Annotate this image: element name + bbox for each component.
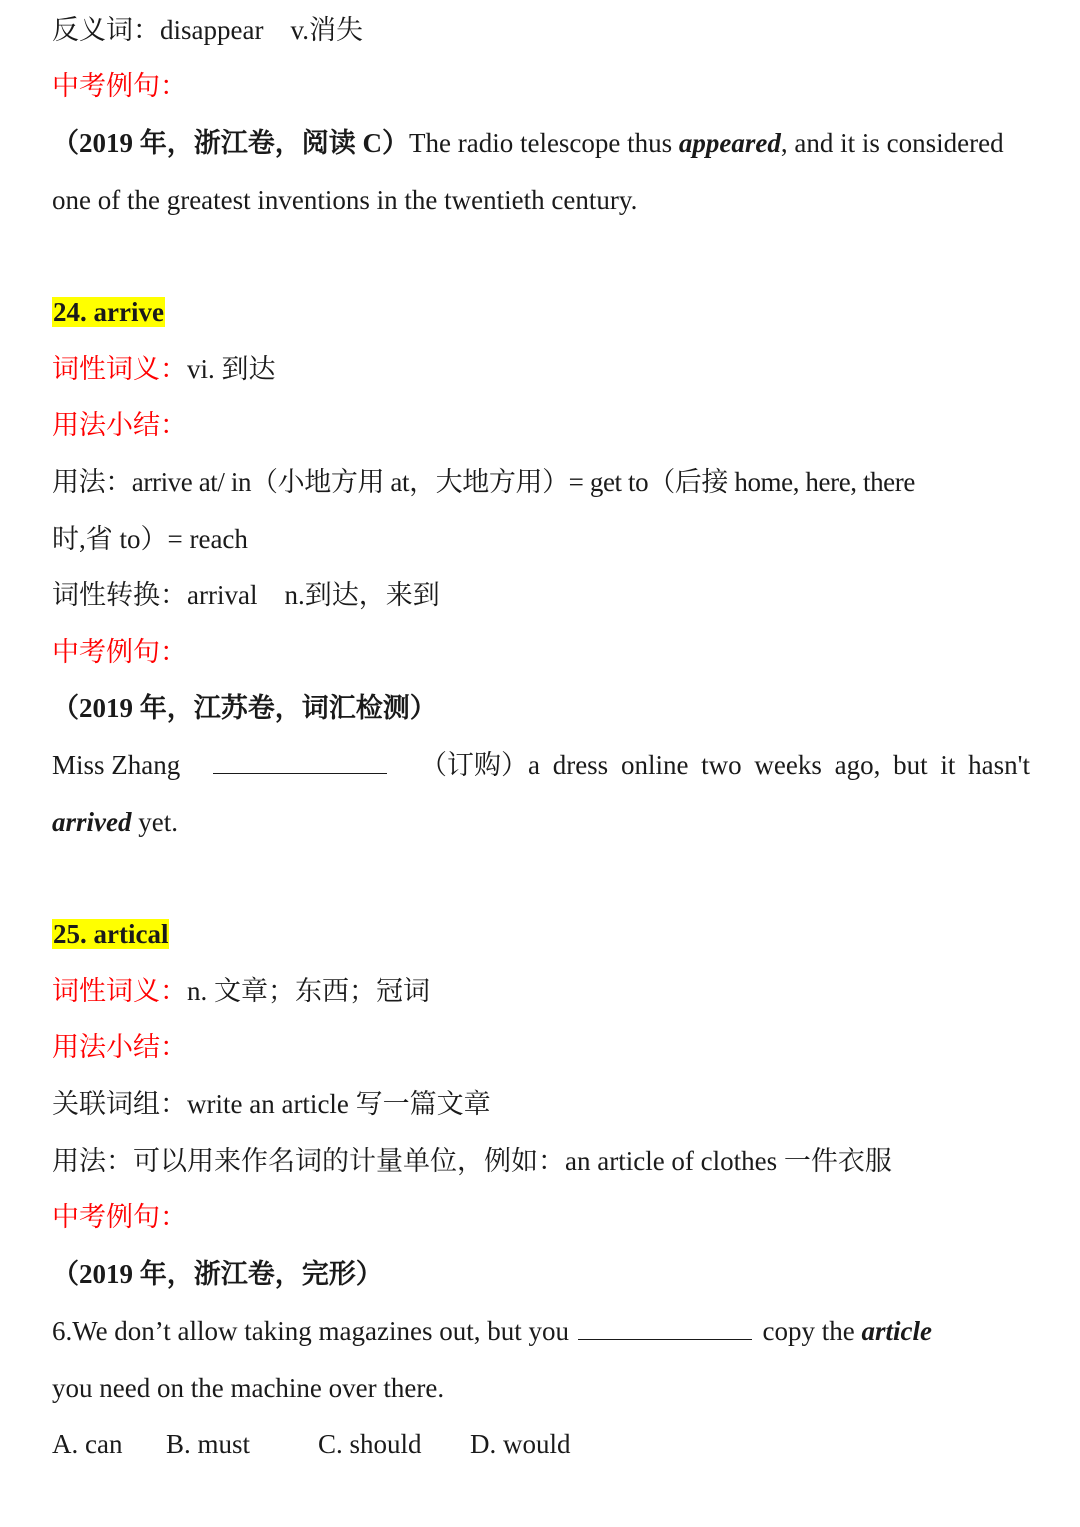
- example-heading-24: 中考例句：: [52, 637, 187, 667]
- example-text-23a: The radio telescope thus: [409, 128, 679, 158]
- example-sentence-23-line2: one of the greatest inventions in the twentieth century.: [52, 185, 638, 215]
- example-text-24a: Miss Zhang: [52, 750, 181, 780]
- example-text-24b: （订购）a dress online two weeks ago, but it hasn't: [419, 750, 1030, 780]
- question-text-25b: copy the: [762, 1316, 862, 1346]
- option-b[interactable]: B. must: [166, 1429, 251, 1459]
- answer-blank-24[interactable]: [213, 745, 387, 774]
- pos-value-25: n. 文章；东西；冠词: [187, 976, 430, 1006]
- example-keyword-23: appeared: [678, 128, 781, 158]
- option-a[interactable]: A. can: [52, 1429, 123, 1459]
- example-text-23b: , and it is considered: [780, 128, 1004, 158]
- section-heading-24: [52, 292, 1030, 332]
- pos-value-24: vi. 到达: [187, 354, 276, 384]
- pos-label-24: 词性词义：: [52, 354, 187, 384]
- example-sentence-24: [52, 745, 1030, 785]
- antonym-line: 反义词：disappear v.消失: [52, 15, 363, 45]
- answer-blank-25[interactable]: [578, 1311, 752, 1340]
- example-sentence-24-line2: [52, 802, 1030, 842]
- section-heading-25: [52, 914, 1030, 954]
- example-heading-25: 中考例句：: [52, 1202, 187, 1232]
- example-source-25: （2019 年，浙江卷，完形）: [52, 1259, 383, 1289]
- example-heading-23: 中考例句：: [52, 71, 187, 101]
- example-source-24: （2019 年，江苏卷，词汇检测）: [52, 693, 437, 723]
- question-line-25: [52, 1311, 1030, 1351]
- pos-label-25: 词性词义：: [52, 976, 187, 1006]
- section-heading-24-text: 24. arrive: [53, 297, 164, 327]
- example-sentence-23: [52, 123, 1030, 163]
- example-text-24c: yet.: [131, 807, 178, 837]
- example-keyword-24: arrived: [52, 807, 132, 837]
- conversion-line-24: 词性转换：arrival n.到达，来到: [52, 580, 440, 610]
- usage-line-25: 用法：可以用来作名词的计量单位，例如：an article of clothes 一件衣服: [52, 1146, 892, 1176]
- phrase-line-25: 关联词组：write an article 写一篇文章: [52, 1089, 491, 1119]
- question-line2-25: you need on the machine over there.: [52, 1373, 445, 1403]
- question-text-25a: 6.We don’t allow taking magazines out, but you: [52, 1316, 569, 1346]
- option-d[interactable]: D. would: [470, 1429, 571, 1459]
- usage-heading-24: 用法小结：: [52, 410, 187, 440]
- usage-line1-24: 用法：arrive at/ in（小地方用 at，大地方用）= get to（后接 home, here, there: [52, 467, 915, 497]
- option-c[interactable]: C. should: [318, 1429, 422, 1459]
- example-source-23: （2019 年，浙江卷，阅读 C）: [52, 128, 409, 158]
- section-heading-25-text: 25. artical: [53, 919, 169, 949]
- pos-line-25: [52, 971, 1030, 1011]
- question-keyword-25: article: [861, 1316, 932, 1346]
- usage-line2-24: 时,省 to）= reach: [52, 524, 248, 554]
- usage-heading-25: 用法小结：: [52, 1032, 187, 1062]
- pos-line-24: [52, 349, 1030, 389]
